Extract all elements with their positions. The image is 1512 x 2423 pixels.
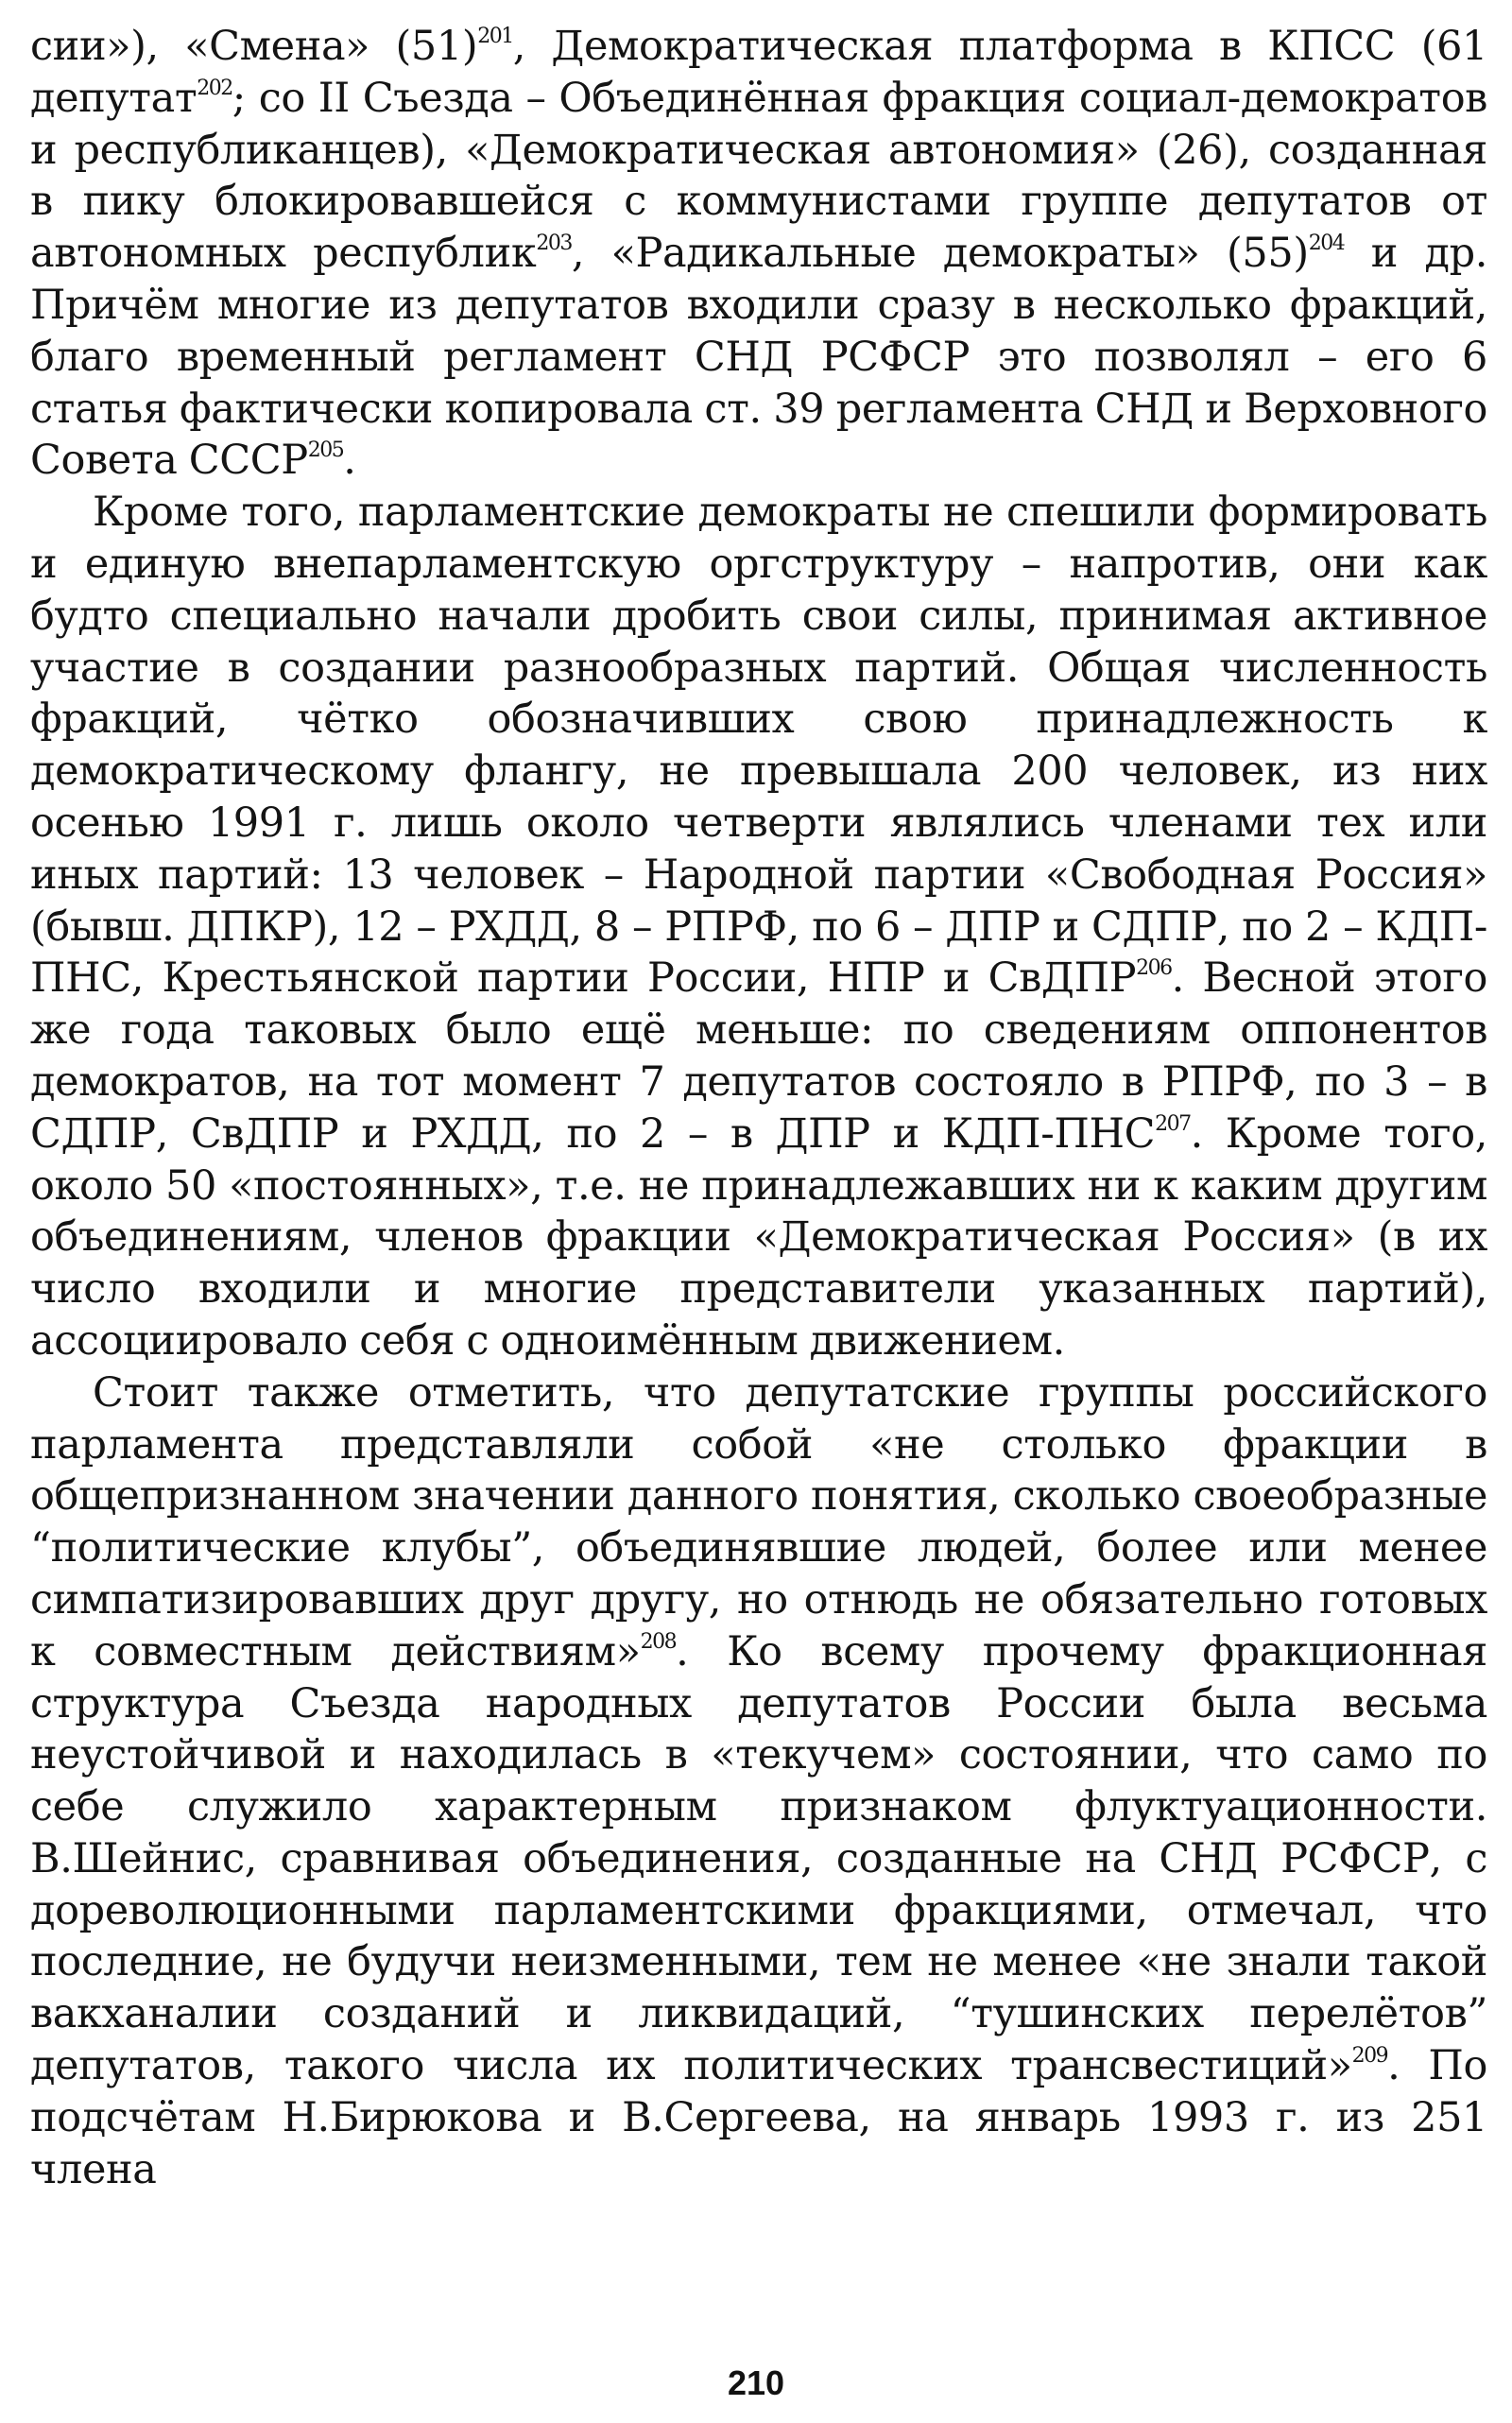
paragraph-text: , Демократическая платформа в КПСС (61 депутат [30, 23, 1487, 122]
page-number: 210 [727, 2363, 785, 2402]
footnote-ref-205: 205 [307, 438, 344, 463]
paragraph-text: Кроме того, парламентские демократы не спешили формировать и единую внепарламентскую оргструктуру – напротив, они как будто специально начали дробить свои силы, принимая активное участие в создании разнообразных партий. Общая численность фракций, чётко обозначивших свою принадлежность к демократическому флангу, не превышала 200 человек, из них осенью 1991 г. лишь около четверти являлись членами тех или иных партий: 13 человек – Народной партии «Свободная Россия» (бывш. ДПКР), 12 – РХДД, 8 – РПРФ, по 6 – ДПР и СДПР, по 2 – КДП-ПНС, Крестьянской партии России, НПР и СвДПР [30, 489, 1487, 1003]
paragraph-text: ; со II Съезда – Объединённая фракция социал-демократов и республиканцев), «Демократическая автономия» (26), созданная в пику блокировавшейся с коммунистами группе депутатов от автономных республик [30, 74, 1487, 278]
paragraph [30, 1367, 1487, 2196]
footnote-ref-209: 209 [1351, 2044, 1388, 2069]
paragraph-text: и др. Причём многие из депутатов входили сразу в несколько фракций, благо временный регламент СНД РСФСР это позволял – его 6 статья фактически копировала ст. 39 регламента СНД и Верховного Совета СССР [30, 230, 1487, 485]
paragraph-text: сии»), «Смена» (51) [30, 23, 478, 70]
paragraph-text: . По подсчётам Н.Бирюкова и В.Сергеева, на январь 1993 г. из 251 члена [30, 2042, 1488, 2193]
footnote-ref-203: 203 [536, 232, 572, 256]
paragraph-text: . Кроме того, около 50 «постоянных», т.е. не принадлежавших ни к каким другим объединениям, членов фракции «Демократическая Россия» (в их число входили и многие представители указанных партий), ассоциировало себя с одноимённым движением. [30, 1109, 1487, 1365]
footnote-ref-207: 207 [1155, 1111, 1191, 1136]
paragraph-text: . Весной этого же года таковых было ещё меньше: по сведениям оппонентов демократов, на тот момент 7 депутатов состояло в РПРФ, по 3 – в СДПР, СвДПР и РХДД, по 2 – в ДПР и КДП-ПНС [30, 954, 1487, 1158]
footnote-ref-206: 206 [1136, 956, 1172, 981]
footnote-ref-204: 204 [1308, 232, 1345, 256]
paragraph-text: , «Радикальные демократы» (55) [571, 230, 1309, 278]
footnote-ref-202: 202 [197, 76, 232, 100]
paragraph-text: . Ко всему прочему фракционная структура Съезда народных депутатов России была весьма неустойчивой и находилась в «текучем» состоянии, что само по себе служило характерным признаком флуктуационности. В.Шейнис, сравнивая объединения, созданные на СНД РСФСР, с дореволюционными парламентскими фракциями, отмечал, что последние, не будучи неизменными, тем не менее «не знали такой вакханалии созданий и ликвидаций, “тушинских перелётов” депутатов, такого числа их политических трансвестиций» [30, 1627, 1487, 2090]
paragraph-text: . [343, 437, 356, 485]
paragraph-text: Стоит также отметить, что депутатские группы российского парламента представляли собой «не столько фракции в общепризнанном значении данного понятия, сколько своеобразные “политические клубы”, объединявшие людей, более или менее симпатизировавших друг другу, но отнюдь не обязательно готовых к совместным действиям» [30, 1368, 1487, 1675]
footnote-ref-201: 201 [477, 25, 513, 48]
page-body [30, 21, 1487, 2195]
paragraph [30, 487, 1487, 1367]
paragraph [30, 21, 1487, 487]
footnote-ref-208: 208 [640, 1629, 677, 1654]
